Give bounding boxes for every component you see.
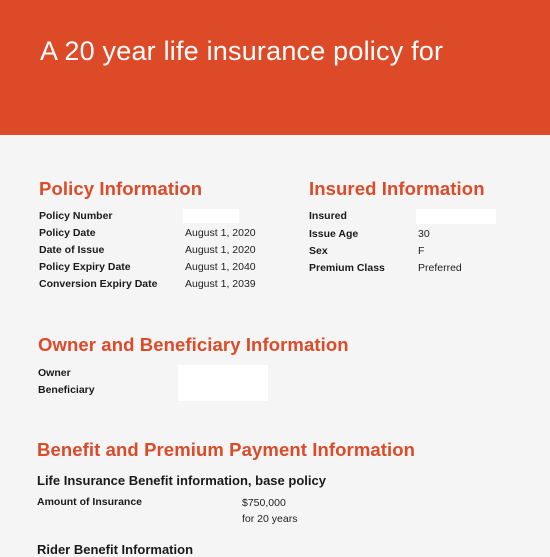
owner-beneficiary-redacted [178,365,268,401]
amount-term-value: for 20 years [242,513,298,525]
insured-label: Insured [309,210,347,222]
issue-age-label: Issue Age [309,228,359,240]
owner-beneficiary-title: Owner and Beneficiary Information [38,334,349,355]
amount-of-insurance-value: $750,000 [242,497,286,509]
amount-of-insurance-label: Amount of Insurance [37,496,143,508]
beneficiary-label: Beneficiary [38,384,95,396]
policy-date-label: Policy Date [39,227,96,239]
premium-class-value: Preferred [418,262,462,274]
insured-name-redacted [416,209,496,224]
header-banner [0,0,550,135]
date-of-issue-label: Date of Issue [39,244,105,256]
policy-date-value: August 1, 2020 [185,227,256,239]
issue-age-value: 30 [418,228,430,240]
base-policy-subtitle: Life Insurance Benefit information, base policy [37,473,326,488]
insured-info-title: Insured Information [309,178,485,199]
rider-benefit-subtitle: Rider Benefit Information [37,542,194,557]
date-of-issue-value: August 1, 2020 [185,244,256,256]
page-title: A 20 year life insurance policy for [40,36,444,66]
policy-number-label: Policy Number [39,210,113,222]
policy-expiry-date-label: Policy Expiry Date [39,261,131,273]
benefit-premium-title: Benefit and Premium Payment Information [37,439,416,460]
policy-number-redacted [183,209,239,223]
owner-label: Owner [38,367,71,379]
sex-label: Sex [309,245,328,257]
policy-info-title: Policy Information [39,178,203,199]
premium-class-label: Premium Class [309,262,385,274]
sex-value: F [418,245,425,257]
conversion-expiry-date-label: Conversion Expiry Date [39,278,158,290]
conversion-expiry-date-value: August 1, 2039 [185,278,256,290]
policy-expiry-date-value: August 1, 2040 [185,261,256,273]
